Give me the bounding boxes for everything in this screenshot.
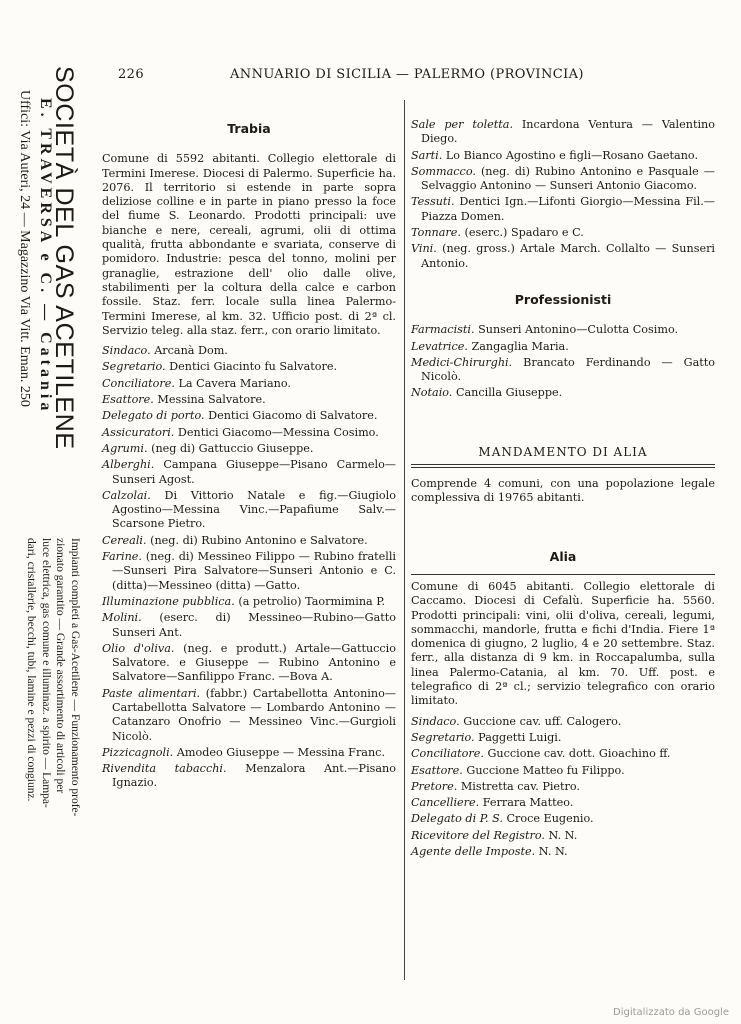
advertisement-title: SOCIETÀ DEL GAS ACETILENE	[50, 66, 78, 450]
advertisement-strip	[0, 0, 100, 1024]
advertisement-firm: E. TRAVERSA e C. — Catania	[37, 98, 54, 415]
entry-label: Tessuti.	[411, 195, 455, 209]
entry-alia-cancelliere	[411, 796, 715, 810]
entry-esattore	[102, 393, 396, 407]
entry-medici	[411, 356, 715, 385]
section-title-alia: Alia	[549, 548, 577, 564]
advertisement-line: Impianti completi a Gas-Acetilene — Funzionamento profe-	[69, 538, 81, 817]
entry-text: Menzalora Ant.—Pisano Ignazio.	[112, 762, 396, 790]
entry-label: Pretore.	[411, 779, 458, 793]
entry-label: Molini.	[102, 611, 142, 625]
entry-text: Messina Salvatore.	[157, 393, 266, 407]
digitization-watermark: Digitalizzato da Google	[613, 1007, 729, 1018]
entry-alia-segretario	[411, 731, 715, 745]
entry-levatrice	[411, 340, 715, 354]
entry-text: Dentici Ign.—Lifonti Giorgio—Messina Fil.—Piazza Domen.	[421, 195, 715, 223]
entry-text: Brancato Ferdinando — Gatto Nicolò.	[421, 355, 715, 384]
entry-label: Conciliatore.	[411, 747, 484, 761]
entry-text: Paggetti Luigi.	[478, 730, 562, 744]
entry-text: (eserc. di) Messineo—Rubino—Gatto Sunseri Ant.	[112, 611, 396, 639]
entry-text: Croce Eugenio.	[506, 812, 594, 826]
entry-sommacco	[411, 165, 715, 194]
entry-sale-toletta	[411, 118, 715, 147]
entry-label: Sarti.	[411, 148, 443, 162]
entry-farine	[102, 550, 396, 593]
entry-molini	[102, 611, 396, 640]
entry-text: N. N.	[548, 828, 578, 842]
entry-text: Campana Giuseppe—Pisano Carmelo—Sunseri Agost.	[112, 458, 396, 486]
trabia-description: Comune di 5592 abitanti. Collegio elettorale di Termini Imerese. Diocesi di Palermo. Superficie ha. 2076. Il territorio si estende in parte sopra deliziose colline e in parte in piano presso la foce del fiume S. Leonardo. Prodotti principali: uve bianche e nere, cereali, agrumi, olii di ottima qualità, frutta abbondante e svariata, conserve di pomidoro. Industrie: pesca del tonno, molini per granaglie, estrazione dell' olio dalle olive, stabilimenti per la coltura della calce e carbon fossile. Staz. ferr. locale sulla linea Palermo-Termini Imerese, al km. 32. Ufficio post. di 2ª cl. Servizio teleg. alla staz. ferr., con orario limitato.	[102, 152, 396, 337]
entry-label: Tonnare.	[411, 226, 461, 240]
entry-farmacisti	[411, 323, 715, 337]
entry-text: (neg. gross.) Artale March. Collalto — Sunseri Antonio.	[421, 242, 715, 270]
entry-vini	[411, 242, 715, 271]
entry-text: (a petrolio) Taormimina P.	[238, 594, 386, 608]
entry-text: Dentici Giacomo di Salvatore.	[208, 409, 378, 423]
entry-label: Paste alimentari.	[102, 686, 201, 700]
advertisement-line: zionato garantito — Grande assortimento di articoli per	[54, 538, 67, 794]
page-number: 226	[118, 67, 145, 82]
entry-label: Vini.	[411, 242, 437, 256]
entry-alia-ricevitore	[411, 829, 715, 843]
entry-label: Assicuratori.	[102, 425, 175, 439]
entry-text: Amodeo Giuseppe — Messina Franc.	[176, 745, 385, 759]
entry-sindaco	[102, 344, 396, 358]
entry-text: Lo Bianco Agostino e figli—Rosano Gaetano.	[445, 148, 699, 162]
entry-alberghi	[102, 458, 396, 487]
entry-text: Arcanà Dom.	[154, 344, 228, 358]
entry-text: Dentici Giacomo—Messina Cosimo.	[177, 425, 379, 439]
entry-label: Cereali.	[102, 533, 147, 547]
left-column	[102, 118, 396, 793]
right-column	[411, 118, 715, 861]
entry-text: Zangaglia Maria.	[471, 339, 569, 353]
advertisement-line: luce elettrica, gas comune e illuminaz. a spirito — Lampa-	[40, 538, 52, 808]
entry-label: Farine.	[102, 550, 142, 564]
entry-label: Calzolai.	[102, 488, 151, 502]
entry-label: Cancelliere.	[411, 796, 480, 810]
section-title-trabia: Trabia	[227, 121, 271, 136]
entry-text: Dentici Giacinto fu Salvatore.	[169, 360, 338, 374]
entry-label: Agrumi.	[102, 441, 148, 455]
entry-label: Levatrice.	[411, 339, 468, 353]
advertisement-description	[24, 538, 82, 816]
entry-alia-sindaco	[411, 715, 715, 729]
entry-label: Esattore.	[102, 393, 154, 407]
entry-illuminazione	[102, 595, 396, 609]
entry-text: Ferrara Matteo.	[482, 796, 574, 810]
entry-alia-agente	[411, 845, 715, 859]
entry-label: Notaio.	[411, 386, 453, 400]
entry-alia-pretore	[411, 780, 715, 794]
entry-label: Rivendita tabacchi.	[102, 762, 227, 776]
entry-text: Di Vittorio Natale e fig.—Giugiolo Agostino—Messina Vinc.—Papafiume Salv.—Scarsone Pietro.	[112, 488, 396, 531]
entry-alia-esattore	[411, 764, 715, 778]
entry-text: (neg. di) Rubino Antonino e Pasquale — Selvaggio Antonino — Sunseri Antonio Giacomo.	[421, 164, 715, 193]
entry-label: Sale per toletta.	[411, 118, 513, 131]
entry-text: (neg di) Gattuccio Giuseppe.	[151, 441, 314, 455]
entry-label: Sindaco.	[102, 344, 151, 358]
entry-text: (neg. di) Rubino Antonino e Salvatore.	[150, 533, 368, 547]
entry-sarti	[411, 149, 715, 163]
entry-label: Alberghi.	[102, 458, 155, 472]
running-header	[118, 67, 738, 89]
section-title-professionisti: Professionisti	[514, 291, 612, 307]
entry-text: (neg. di) Messineo Filippo — Rubino fratelli—Sunseri Pira Salvatore—Sunseri Antonio e C. (ditta)—Messineo (ditta) —Gatto.	[112, 550, 397, 592]
entry-text: (eserc.) Spadaro e C.	[464, 226, 584, 240]
entry-pizzicagnoli	[102, 746, 396, 760]
entry-notaio	[411, 386, 715, 400]
entry-text: Incardona Ventura — Valentino Diego.	[421, 118, 715, 146]
entry-tonnare	[411, 226, 715, 240]
entry-label: Esattore.	[411, 763, 463, 777]
advertisement-line: dari, cristallerie, becchi, tubi, lamine e pezzi di congiunz.	[25, 538, 38, 802]
entry-text: Guccione cav. dott. Gioachino ff.	[487, 747, 671, 761]
entry-label: Pizzicagnoli.	[102, 745, 174, 759]
entry-label: Olio d'oliva.	[102, 641, 175, 655]
mandamento-title: MANDAMENTO DI ALIA	[478, 444, 648, 459]
entry-agrumi	[102, 442, 396, 456]
entry-delegato-porto	[102, 409, 396, 423]
entry-segretario	[102, 360, 396, 374]
entry-label: Delegato di P. S.	[411, 812, 503, 826]
entry-text: Guccione cav. uff. Calogero.	[463, 714, 622, 728]
entry-alia-conciliatore	[411, 747, 715, 761]
entry-assicuratori	[102, 426, 396, 440]
entry-label: Sommacco.	[411, 164, 476, 178]
entry-text: Mistretta cav. Pietro.	[460, 779, 580, 793]
entry-alia-delegato	[411, 812, 715, 826]
entry-label: Ricevitore del Registro.	[411, 828, 545, 842]
running-title: ANNUARIO DI SICILIA — PALERMO (PROVINCIA)	[230, 67, 584, 82]
entry-paste	[102, 687, 396, 744]
entry-cereali	[102, 534, 396, 548]
mandamento-description: Comprende 4 comuni, con una popolazione legale complessiva di 19765 abitanti.	[411, 477, 715, 505]
entry-conciliatore	[102, 377, 396, 391]
entry-text: (neg. e produtt.) Artale—Gattuccio Salvatore. e Giuseppe — Rubino Antonino e Salvatore—Sanfilippo Franc. —Bova A.	[112, 641, 396, 684]
entry-tessuti	[411, 195, 715, 224]
entry-olio	[102, 642, 396, 685]
entry-label: Conciliatore.	[102, 376, 175, 390]
column-divider	[404, 100, 405, 980]
entry-text: Sunseri Antonino—Culotta Cosimo.	[478, 323, 679, 337]
entry-label: Sindaco.	[411, 714, 460, 728]
entry-calzolai	[102, 489, 396, 532]
entry-text: N. N.	[538, 844, 568, 858]
entry-label: Medici-Chirurghi.	[411, 355, 513, 369]
entry-text: La Cavera Mariano.	[178, 376, 291, 390]
entry-label: Illuminazione pubblica.	[102, 594, 235, 608]
entry-text: Guccione Matteo fu Filippo.	[466, 763, 625, 777]
advertisement-offices: Uffici: Via Auteri, 24 — Magazzino Via Vitt. Eman. 250	[17, 90, 32, 407]
alia-description: Comune di 6045 abitanti. Collegio elettorale di Caccamo. Diocesi di Cefalù. Superficie ha. 5560. Prodotti principali: vini, olii d'oliva, cereali, legumi, sommacchi, mandorle, frutta e fichi d'India. Fiere 1ª domenica di giugno, 2 luglio, 4 e 20 settembre. Staz. ferr., alla distanza di 9 km. in Roccapalumba, sulla linea Palermo-Catania, al km. 70. Uff. post. e telegrafico di 2ª cl.; servizio telegrafico con orario limitato.	[411, 579, 715, 708]
entry-tabacchi	[102, 762, 396, 791]
entry-text: Cancilla Giuseppe.	[455, 386, 563, 400]
entry-label: Agente delle Imposte.	[411, 844, 536, 858]
entry-label: Segretario.	[102, 360, 166, 374]
entry-label: Delegato di porto.	[102, 409, 205, 423]
entry-label: Farmacisti.	[411, 323, 475, 337]
entry-text: (fabbr.) Cartabellotta Antonino—Cartabellotta Salvatore — Lombardo Antonino — Catanzaro Onofrio — Messineo Vinc.—Gurgioli Nicolò.	[112, 686, 396, 743]
entry-label: Segretario.	[411, 730, 475, 744]
